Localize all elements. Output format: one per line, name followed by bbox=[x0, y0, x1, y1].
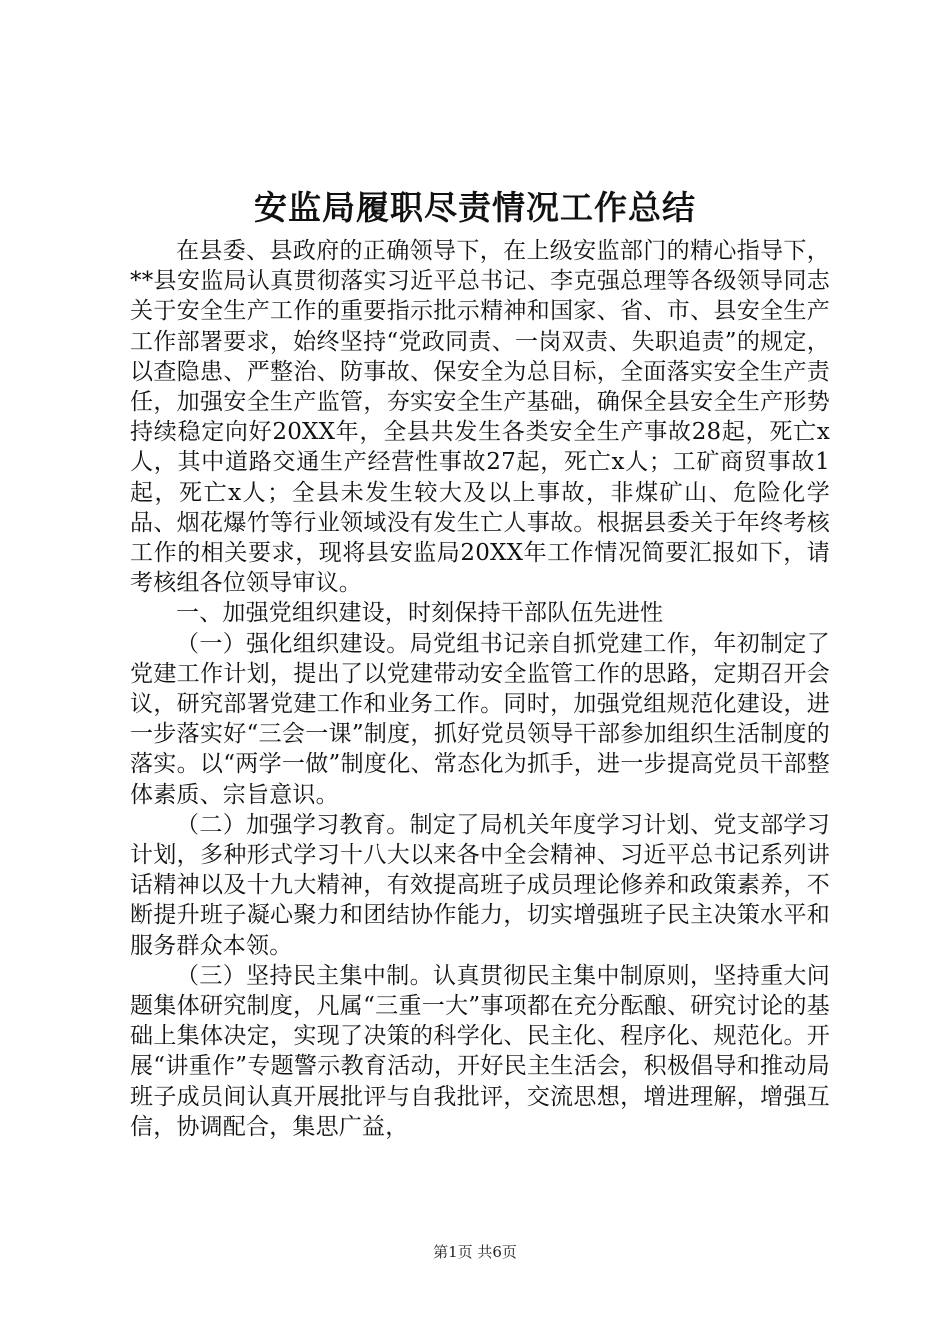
document-body bbox=[130, 236, 830, 1142]
intro-paragraph: 在县委、县政府的正确领导下，在上级安监部门的精心指导下，**县安监局认真贯彻落实习近平总书记、李克强总理等各级领导同志关于安全生产工作的重要指示批示精神和国家、省、市、县安全生产工作部署要求，始终坚持“党政同责、一岗双责、失职追责”的规定，以查隐患、严整治、防事故、保安全为总目标，全面落实安全生产责任，加强安全生产监管，夯实安全生产基础，确保全县安全生产形势持续稳定向好20XX年，全县共发生各类安全生产事故28起，死亡x人，其中道路交通生产经营性事故27起，死亡x人；工矿商贸事故1起，死亡x人；全县未发生较大及以上事故，非煤矿山、危险化学品、烟花爆竹等行业领域没有发生亡人事故。根据县委关于年终考核工作的相关要求，现将县安监局20XX年工作情况简要汇报如下，请考核组各位领导审议。 bbox=[130, 238, 830, 597]
page-number-footer: 第1页 共6页 bbox=[433, 1243, 517, 1261]
subsection-paragraph-3: （三）坚持民主集中制。认真贯彻民主集中制原则，坚持重大问题集体研究制度，凡属“三重一大”事项都在充分酝酿、研究讨论的基础上集体决定，实现了决策的科学化、民主化、程序化、规范化。开展“讲重作”专题警示教育活动，开好民主生活会，积极倡导和推动局班子成员间认真开展批评与自我批评，交流思想，增进理解，增强互信，协调配合，集思广益， bbox=[130, 962, 830, 1140]
subsection-paragraph-2: （二）加强学习教育。制定了局机关年度学习计划、党支部学习计划，多种形式学习十八大以来各中全会精神、习近平总书记系列讲话精神以及十九大精神，有效提高班子成员理论修养和政策素养，不断提升班子凝心聚力和团结协作能力，切实增强班子民主决策水平和服务群众本领。 bbox=[130, 811, 830, 959]
document-title: 安监局履职尽责情况工作总结 bbox=[254, 188, 696, 227]
section-heading-1: 一、加强党组织建设，时刻保持干部队伍先进性 bbox=[176, 600, 664, 627]
subsection-paragraph-1: （一）强化组织建设。局党组书记亲自抓党建工作，年初制定了党建工作计划，提出了以党建带动安全监管工作的思路，定期召开会议，研究部署党建工作和业务工作。同时，加强党组规范化建设，进一步落实好“三会一课”制度，抓好党员领导干部参加组织生活制度的落实。以“两学一做”制度化、常态化为抓手，进一步提高党员干部整体素质、宗旨意识。 bbox=[130, 630, 830, 808]
